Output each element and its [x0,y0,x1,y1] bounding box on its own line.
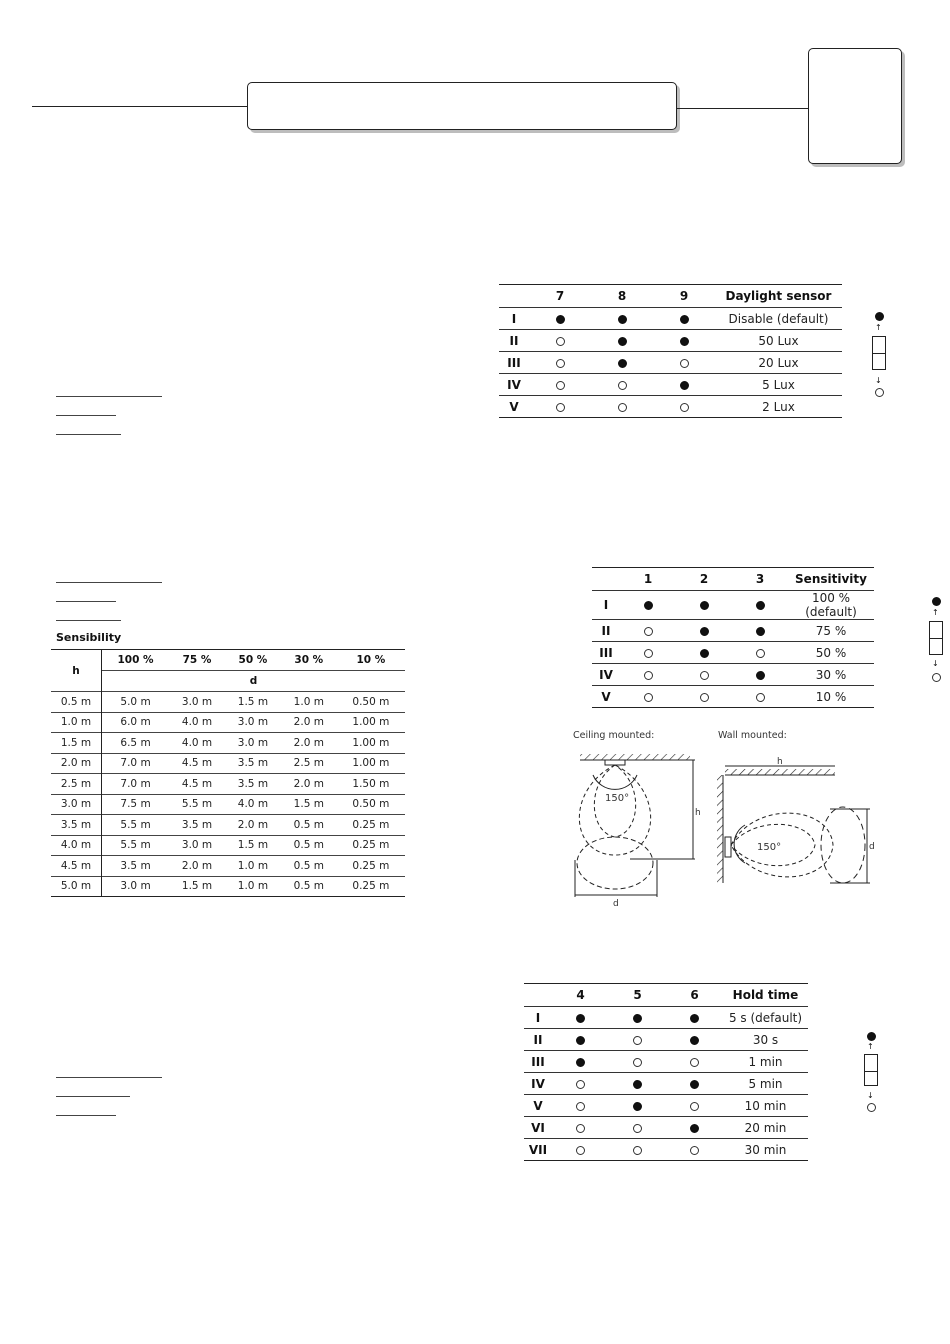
setting-value: 10 min [723,1095,808,1117]
underline [56,1077,162,1078]
distance-cell: 1.5 m [281,794,337,815]
empty-dot-icon [633,1036,642,1045]
distance-cell: 5.5 m [102,835,170,856]
d-column-header: d [102,671,406,692]
switch-state-cell [676,686,732,708]
switch-state-cell [666,1029,723,1051]
empty-dot-icon [756,693,765,702]
filled-dot-icon [700,601,709,610]
row-label: III [524,1051,552,1073]
empty-dot-icon [644,627,653,636]
distance-cell: 0.50 m [337,692,405,713]
distance-cell: 3.5 m [102,856,170,877]
d-header-row [51,671,405,692]
table-header-row [524,984,808,1007]
empty-dot-icon [576,1124,585,1133]
height-cell: 3.5 m [51,815,102,836]
d-dimension-label: d [869,842,875,852]
empty-dot-icon [556,359,565,368]
switch-state-cell [609,1007,666,1029]
table-row [499,308,842,330]
sensitivity-column-header: 100 % [102,650,170,671]
dip-switch-icon [872,312,892,402]
setting-value: 100 % (default) [788,591,874,620]
filled-dot-icon [633,1102,642,1111]
row-label: II [592,620,620,642]
distance-cell: 2.0 m [281,774,337,795]
table-row [499,396,842,418]
distance-cell: 0.5 m [281,835,337,856]
filled-dot-icon [618,315,627,324]
empty-dot-icon [633,1124,642,1133]
distance-cell: 3.5 m [169,815,225,836]
switch-state-cell [609,1029,666,1051]
switch-state-cell [666,1073,723,1095]
table-row [51,733,405,754]
underline [56,1115,116,1116]
switch-state-cell [653,396,715,418]
column-header: 2 [676,568,732,591]
filled-dot-icon [690,1080,699,1089]
setting-value: 50 Lux [715,330,842,352]
hold-time-table [524,983,808,1161]
height-cell: 4.0 m [51,835,102,856]
underline [56,1096,130,1097]
table-row [592,686,874,708]
distance-cell: 0.50 m [337,794,405,815]
filled-dot-icon [618,359,627,368]
table-row [524,1095,808,1117]
underline [56,620,121,621]
switch-state-cell [609,1095,666,1117]
header-rule-left [32,106,248,107]
row-label: IV [592,664,620,686]
switch-state-cell [620,591,676,620]
distance-cell: 7.5 m [102,794,170,815]
distance-cell: 3.0 m [102,876,170,897]
switch-state-cell [666,1117,723,1139]
filled-dot-icon [690,1014,699,1023]
ceiling-mounted-diagram [575,754,701,909]
distance-cell: 1.00 m [337,712,405,733]
setting-value: 1 min [723,1051,808,1073]
table-row [592,642,874,664]
empty-dot-icon [618,381,627,390]
switch-state-cell [620,664,676,686]
underline [56,396,162,397]
distance-cell: 6.0 m [102,712,170,733]
h-dimension-label: h [695,808,701,818]
dip-switch-icon [864,1032,884,1116]
switch-state-cell [529,308,591,330]
empty-dot-icon [633,1146,642,1155]
distance-cell: 3.5 m [225,753,281,774]
table-row [524,1073,808,1095]
switch-body [872,336,886,370]
arrow-down-icon: ↓ [932,659,939,668]
distance-cell: 0.25 m [337,835,405,856]
setting-value: Disable (default) [715,308,842,330]
table-row [524,1007,808,1029]
distance-cell: 0.5 m [281,856,337,877]
distance-cell: 0.5 m [281,815,337,836]
underline [56,582,162,583]
ceiling-mounted-caption: Ceiling mounted: [573,730,655,741]
table-row [51,835,405,856]
distance-cell: 2.0 m [281,733,337,754]
empty-dot-icon [576,1080,585,1089]
height-cell: 5.0 m [51,876,102,897]
switch-state-cell [591,396,653,418]
switch-state-cell [591,308,653,330]
distance-cell: 1.0 m [225,856,281,877]
distance-cell: 5.0 m [102,692,170,713]
empty-dot-icon [700,671,709,680]
setting-value: 30 % [788,664,874,686]
table-row [51,692,405,713]
header-title-box [247,82,677,130]
distance-cell: 1.5 m [169,876,225,897]
filled-dot-icon [756,671,765,680]
sensibility-distance-table [51,649,405,897]
switch-state-cell [676,591,732,620]
distance-cell: 7.0 m [102,774,170,795]
height-cell: 1.0 m [51,712,102,733]
distance-cell: 1.0 m [225,876,281,897]
distance-cell: 2.0 m [225,815,281,836]
header-rule-right [677,108,809,109]
distance-cell: 3.0 m [169,835,225,856]
underline [56,434,121,435]
daylight-sensor-table [499,284,842,418]
filled-dot-icon [556,315,565,324]
switch-state-cell [732,642,788,664]
row-label: IV [499,374,529,396]
switch-state-cell [620,642,676,664]
setting-value: 5 s (default) [723,1007,808,1029]
distance-cell: 2.0 m [169,856,225,877]
filled-dot-icon [576,1036,585,1045]
switch-state-cell [732,686,788,708]
table-row [51,815,405,836]
angle-label: 150° [757,842,782,853]
height-cell: 1.5 m [51,733,102,754]
empty-dot-icon [576,1102,585,1111]
empty-dot-icon [556,381,565,390]
switch-state-cell [591,374,653,396]
switch-state-cell [653,308,715,330]
switch-state-cell [620,620,676,642]
row-label: I [499,308,529,330]
column-header: Daylight sensor [715,285,842,308]
switch-state-cell [732,620,788,642]
switch-state-cell [552,1139,609,1161]
switch-state-cell [552,1117,609,1139]
row-label: VI [524,1117,552,1139]
h-dimension-label: h [777,757,783,767]
column-header: 7 [529,285,591,308]
empty-dot-icon [756,649,765,658]
wall-mounted-diagram [717,757,875,883]
underline [56,415,116,416]
underline [56,601,116,602]
setting-value: 5 min [723,1073,808,1095]
column-header: 9 [653,285,715,308]
empty-dot-icon [680,403,689,412]
distance-cell: 0.25 m [337,815,405,836]
switch-body [864,1054,878,1086]
empty-dot-icon [680,359,689,368]
distance-cell: 2.0 m [281,712,337,733]
switch-state-cell [676,664,732,686]
row-label: IV [524,1073,552,1095]
table-row [592,591,874,620]
filled-dot-icon [690,1036,699,1045]
empty-dot-icon [644,649,653,658]
height-cell: 0.5 m [51,692,102,713]
filled-dot-icon [618,337,627,346]
switch-state-cell [666,1051,723,1073]
filled-dot-icon [576,1014,585,1023]
row-label: V [592,686,620,708]
sensibility-title: Sensibility [56,631,122,644]
switch-state-cell [591,352,653,374]
sensitivity-column-header: 50 % [225,650,281,671]
empty-dot-icon [644,671,653,680]
distance-cell: 0.25 m [337,876,405,897]
filled-dot-icon [633,1014,642,1023]
empty-dot-icon [690,1058,699,1067]
empty-dot-icon [633,1058,642,1067]
switch-body [929,621,943,655]
switch-state-cell [653,330,715,352]
table-row [499,374,842,396]
table-header-row [499,285,842,308]
table-row [51,794,405,815]
column-header: 8 [591,285,653,308]
row-label: III [499,352,529,374]
switch-state-cell [666,1095,723,1117]
switch-state-cell [732,591,788,620]
angle-label: 150° [605,793,630,804]
column-header: 4 [552,984,609,1007]
table-row [592,620,874,642]
column-header: 3 [732,568,788,591]
switch-state-cell [666,1007,723,1029]
switch-state-cell [653,374,715,396]
switch-state-cell [529,374,591,396]
filled-dot-icon [680,337,689,346]
filled-dot-icon [644,601,653,610]
on-dot-icon [875,312,884,321]
filled-dot-icon [700,649,709,658]
table-row [524,1117,808,1139]
arrow-up-icon: ↑ [867,1042,874,1051]
distance-cell: 6.5 m [102,733,170,754]
table-row [51,712,405,733]
empty-dot-icon [700,693,709,702]
height-cell: 2.0 m [51,753,102,774]
table-row [499,330,842,352]
setting-value: 20 min [723,1117,808,1139]
table-row [51,774,405,795]
dip-switch-icon [929,597,949,687]
empty-dot-icon [690,1146,699,1155]
column-header: 1 [620,568,676,591]
on-dot-icon [867,1032,876,1041]
height-cell: 3.0 m [51,794,102,815]
row-label: I [592,591,620,620]
switch-state-cell [529,330,591,352]
switch-state-cell [529,352,591,374]
table-row [524,1051,808,1073]
distance-cell: 1.50 m [337,774,405,795]
table-row [499,352,842,374]
column-header: 6 [666,984,723,1007]
arrow-up-icon: ↑ [875,323,882,332]
distance-cell: 4.5 m [169,753,225,774]
empty-dot-icon [556,337,565,346]
switch-state-cell [676,620,732,642]
switch-state-cell [609,1117,666,1139]
arrow-down-icon: ↓ [867,1091,874,1100]
setting-value: 10 % [788,686,874,708]
filled-dot-icon [756,627,765,636]
table-header-row [51,650,405,671]
distance-cell: 4.0 m [169,712,225,733]
filled-dot-icon [756,601,765,610]
distance-cell: 5.5 m [169,794,225,815]
filled-dot-icon [700,627,709,636]
switch-state-cell [732,664,788,686]
off-dot-icon [867,1103,876,1112]
switch-state-cell [609,1139,666,1161]
column-header: Sensitivity [788,568,874,591]
sensitivity-column-header: 75 % [169,650,225,671]
row-label: II [499,330,529,352]
table-row [592,664,874,686]
row-label: V [524,1095,552,1117]
distance-cell: 5.5 m [102,815,170,836]
distance-cell: 1.5 m [225,835,281,856]
sensitivity-column-header: 10 % [337,650,405,671]
table-row [51,856,405,877]
row-label: V [499,396,529,418]
empty-dot-icon [618,403,627,412]
switch-state-cell [591,330,653,352]
distance-cell: 1.00 m [337,753,405,774]
setting-value: 5 Lux [715,374,842,396]
switch-state-cell [552,1073,609,1095]
filled-dot-icon [680,381,689,390]
setting-value: 75 % [788,620,874,642]
empty-dot-icon [690,1102,699,1111]
distance-cell: 4.5 m [169,774,225,795]
h-column-header: h [51,650,102,692]
distance-cell: 3.0 m [225,712,281,733]
setting-value: 30 min [723,1139,808,1161]
row-label: I [524,1007,552,1029]
distance-cell: 3.5 m [225,774,281,795]
distance-cell: 0.5 m [281,876,337,897]
setting-value: 2 Lux [715,396,842,418]
empty-dot-icon [576,1146,585,1155]
switch-state-cell [676,642,732,664]
empty-dot-icon [556,403,565,412]
distance-cell: 1.5 m [225,692,281,713]
distance-cell: 7.0 m [102,753,170,774]
filled-dot-icon [633,1080,642,1089]
switch-state-cell [666,1139,723,1161]
distance-cell: 4.0 m [169,733,225,754]
switch-state-cell [609,1073,666,1095]
row-label: III [592,642,620,664]
mounting-diagram [565,745,885,915]
sensitivity-table [592,567,874,708]
distance-cell: 4.0 m [225,794,281,815]
header-side-box [808,48,902,164]
switch-state-cell [609,1051,666,1073]
filled-dot-icon [690,1124,699,1133]
distance-cell: 0.25 m [337,856,405,877]
distance-cell: 2.5 m [281,753,337,774]
arrow-up-icon: ↑ [932,608,939,617]
switch-state-cell [653,352,715,374]
setting-value: 50 % [788,642,874,664]
d-dimension-label: d [613,899,619,909]
switch-state-cell [552,1007,609,1029]
setting-value: 20 Lux [715,352,842,374]
column-header [524,984,552,1007]
table-row [524,1139,808,1161]
switch-state-cell [620,686,676,708]
column-header: Hold time [723,984,808,1007]
column-header [592,568,620,591]
filled-dot-icon [680,315,689,324]
filled-dot-icon [576,1058,585,1067]
arrow-down-icon: ↓ [875,376,882,385]
distance-cell: 1.00 m [337,733,405,754]
row-label: II [524,1029,552,1051]
switch-state-cell [552,1029,609,1051]
row-label: VII [524,1139,552,1161]
table-row [51,876,405,897]
switch-state-cell [552,1095,609,1117]
column-header [499,285,529,308]
distance-cell: 1.0 m [281,692,337,713]
column-header: 5 [609,984,666,1007]
setting-value: 30 s [723,1029,808,1051]
height-cell: 4.5 m [51,856,102,877]
table-row [524,1029,808,1051]
switch-state-cell [529,396,591,418]
height-cell: 2.5 m [51,774,102,795]
table-header-row [592,568,874,591]
distance-cell: 3.0 m [169,692,225,713]
off-dot-icon [875,388,884,397]
on-dot-icon [932,597,941,606]
empty-dot-icon [644,693,653,702]
wall-mounted-caption: Wall mounted: [718,730,787,741]
sensitivity-column-header: 30 % [281,650,337,671]
distance-cell: 3.0 m [225,733,281,754]
off-dot-icon [932,673,941,682]
table-row [51,753,405,774]
switch-state-cell [552,1051,609,1073]
